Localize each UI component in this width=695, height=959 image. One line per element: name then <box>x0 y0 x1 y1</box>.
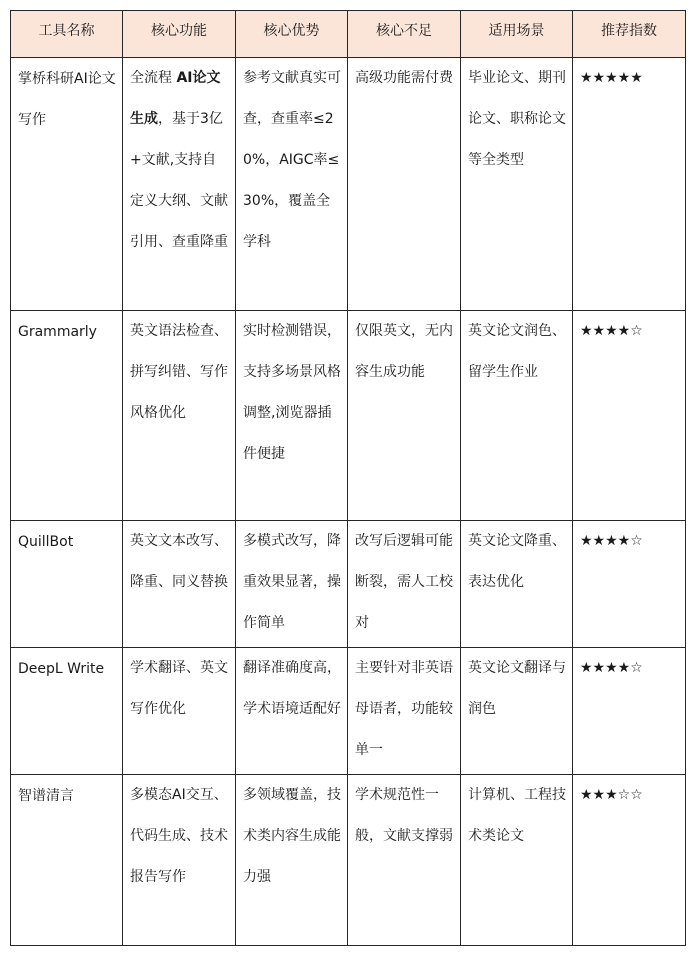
tools-comparison-table <box>10 10 686 946</box>
weakness-cell: 学术规范性一般，文献支撑弱 <box>348 775 461 946</box>
table-row <box>11 648 686 775</box>
table-row <box>11 521 686 648</box>
tool-name-cell: 掌桥科研AI论文写作 <box>11 58 123 311</box>
header-core-weakness: 核心不足 <box>348 11 461 58</box>
header-tool-name: 工具名称 <box>11 11 123 58</box>
function-bold: AI论文生成 <box>130 70 221 127</box>
scenario-cell: 毕业论文、期刊论文、职称论文等全类型 <box>461 58 573 311</box>
header-scenario: 适用场景 <box>461 11 573 58</box>
function-cell <box>123 58 236 311</box>
function-cell: 英文语法检查、拼写纠错、写作风格优化 <box>123 311 236 521</box>
tool-name-cell: QuillBot <box>11 521 123 648</box>
advantage-cell: 参考文献真实可查，查重率≤20%，AIGC率≤30%，覆盖全学科 <box>236 58 348 311</box>
weakness-cell: 主要针对非英语母语者，功能较单一 <box>348 648 461 775</box>
advantage-cell: 多领域覆盖，技术类内容生成能力强 <box>236 775 348 946</box>
tool-name-cell: Grammarly <box>11 311 123 521</box>
rating-cell: ★★★★☆ <box>573 521 686 648</box>
weakness-cell: 高级功能需付费 <box>348 58 461 311</box>
tool-name-cell: 智谱清言 <box>11 775 123 946</box>
rating-cell: ★★★☆☆ <box>573 775 686 946</box>
tool-name-cell: DeepL Write <box>11 648 123 775</box>
function-prefix: 全流程 <box>130 70 177 86</box>
advantage-cell: 翻译准确度高，学术语境适配好 <box>236 648 348 775</box>
weakness-cell: 改写后逻辑可能断裂，需人工校对 <box>348 521 461 648</box>
table-row <box>11 58 686 311</box>
scenario-cell: 英文论文润色、留学生作业 <box>461 311 573 521</box>
function-cell: 英文文本改写、降重、同义替换 <box>123 521 236 648</box>
scenario-cell: 英文论文降重、表达优化 <box>461 521 573 648</box>
header-rating: 推荐指数 <box>573 11 686 58</box>
advantage-cell: 实时检测错误，支持多场景风格调整,浏览器插件便捷 <box>236 311 348 521</box>
table-row <box>11 311 686 521</box>
header-core-function: 核心功能 <box>123 11 236 58</box>
header-core-advantage: 核心优势 <box>236 11 348 58</box>
function-cell: 学术翻译、英文写作优化 <box>123 648 236 775</box>
function-suffix: ，基于3亿+文献,支持自定义大纲、文献引用、查重降重 <box>130 111 228 250</box>
scenario-cell: 英文论文翻译与润色 <box>461 648 573 775</box>
header-row <box>11 11 686 58</box>
advantage-cell: 多模式改写，降重效果显著，操作简单 <box>236 521 348 648</box>
scenario-cell: 计算机、工程技术类论文 <box>461 775 573 946</box>
function-cell: 多模态AI交互、代码生成、技术报告写作 <box>123 775 236 946</box>
table-row <box>11 775 686 946</box>
rating-cell: ★★★★☆ <box>573 311 686 521</box>
rating-cell: ★★★★☆ <box>573 648 686 775</box>
weakness-cell: 仅限英文，无内容生成功能 <box>348 311 461 521</box>
rating-cell: ★★★★★ <box>573 58 686 311</box>
